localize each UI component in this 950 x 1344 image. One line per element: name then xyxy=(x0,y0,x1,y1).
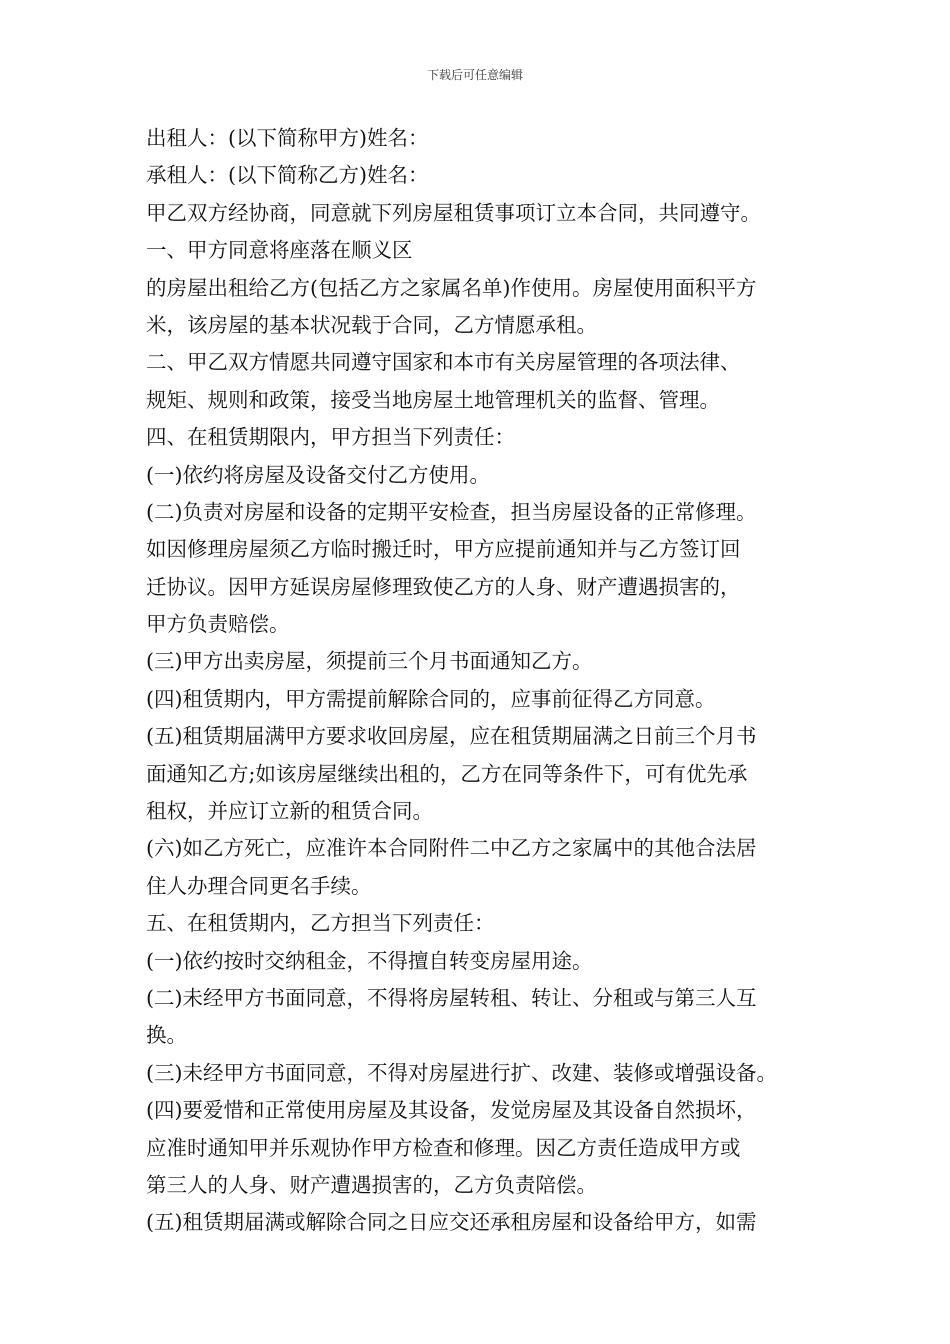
text-line: 米，该房屋的基本状况载于合同，乙方情愿承租。 xyxy=(146,312,597,337)
text-line: 迁协议。因甲方延误房屋修理致使乙方的人身、财产遭遇损害的， xyxy=(146,574,741,599)
text-line: 如因修理房屋须乙方临时搬迁时，甲方应提前通知并与乙方签订回 xyxy=(146,537,741,562)
text-line: 四、在租赁期限内，甲方担当下列责任： xyxy=(146,425,515,450)
text-line: 的房屋出租给乙方(包括乙方之家属名单)作使用。房屋使用面积平方 xyxy=(146,275,757,300)
text-line: (四)租赁期内，甲方需提前解除合同的，应事前征得乙方同意。 xyxy=(146,686,716,711)
text-line: 二、甲乙双方情愿共同遵守国家和本市有关房屋管理的各项法律、 xyxy=(146,350,741,375)
text-line: (三)未经甲方书面同意，不得对房屋进行扩、改建、装修或增强设备。 xyxy=(146,1060,777,1085)
text-line: (六)如乙方死亡，应准许本合同附件二中乙方之家属中的其他合法居 xyxy=(146,836,757,861)
text-line: (四)要爱惜和正常使用房屋及其设备，发觉房屋及其设备自然损坏， xyxy=(146,1098,757,1123)
text-line: (五)租赁期届满或解除合同之日应交还承租房屋和设备给甲方，如需 xyxy=(146,1210,757,1235)
text-line: 出租人：(以下简称甲方)姓名： xyxy=(146,126,429,150)
text-line: 面通知乙方;如该房屋继续出租的，乙方在同等条件下，可有优先承 xyxy=(146,761,748,786)
text-line: (二)未经甲方书面同意，不得将房屋转租、转让、分租或与第三人互 xyxy=(146,985,757,1010)
text-line: (二)负责对房屋和设备的定期平安检查，担当房屋设备的正常修理。 xyxy=(146,499,757,524)
text-line: 租权，并应订立新的租赁合同。 xyxy=(146,799,433,824)
text-line: 换。 xyxy=(146,1023,187,1048)
text-line: 一、甲方同意将座落在顺义区 xyxy=(146,238,413,263)
text-line: 五、在租赁期内，乙方担当下列责任： xyxy=(146,911,495,936)
text-line: 第三人的人身、财产遭遇损害的，乙方负责陪偿。 xyxy=(146,1172,597,1197)
text-line: 甲方负责赔偿。 xyxy=(146,612,290,637)
text-line: (一)依约按时交纳租金，不得擅自转变房屋用途。 xyxy=(146,948,593,973)
text-line: (三)甲方出卖房屋，须提前三个月书面通知乙方。 xyxy=(146,649,593,674)
page-header: 下载后可任意编辑 xyxy=(426,68,523,82)
text-line: 甲乙双方经协商，同意就下列房屋租赁事项订立本合同，共同遵守。 xyxy=(146,200,761,225)
document-body xyxy=(146,120,836,1242)
text-line: (五)租赁期届满甲方要求收回房屋，应在租赁期届满之日前三个月书 xyxy=(146,724,757,749)
text-line: 规矩、规则和政策，接受当地房屋土地管理机关的监督、管理。 xyxy=(146,387,720,412)
text-line: 承租人：(以下简称乙方)姓名： xyxy=(146,163,429,188)
text-line: 住人办理合同更名手续。 xyxy=(146,873,372,898)
text-line: 应准时通知甲并乐观协作甲方检查和修理。因乙方责任造成甲方或 xyxy=(146,1135,741,1160)
text-line: (一)依约将房屋及设备交付乙方使用。 xyxy=(146,462,490,487)
